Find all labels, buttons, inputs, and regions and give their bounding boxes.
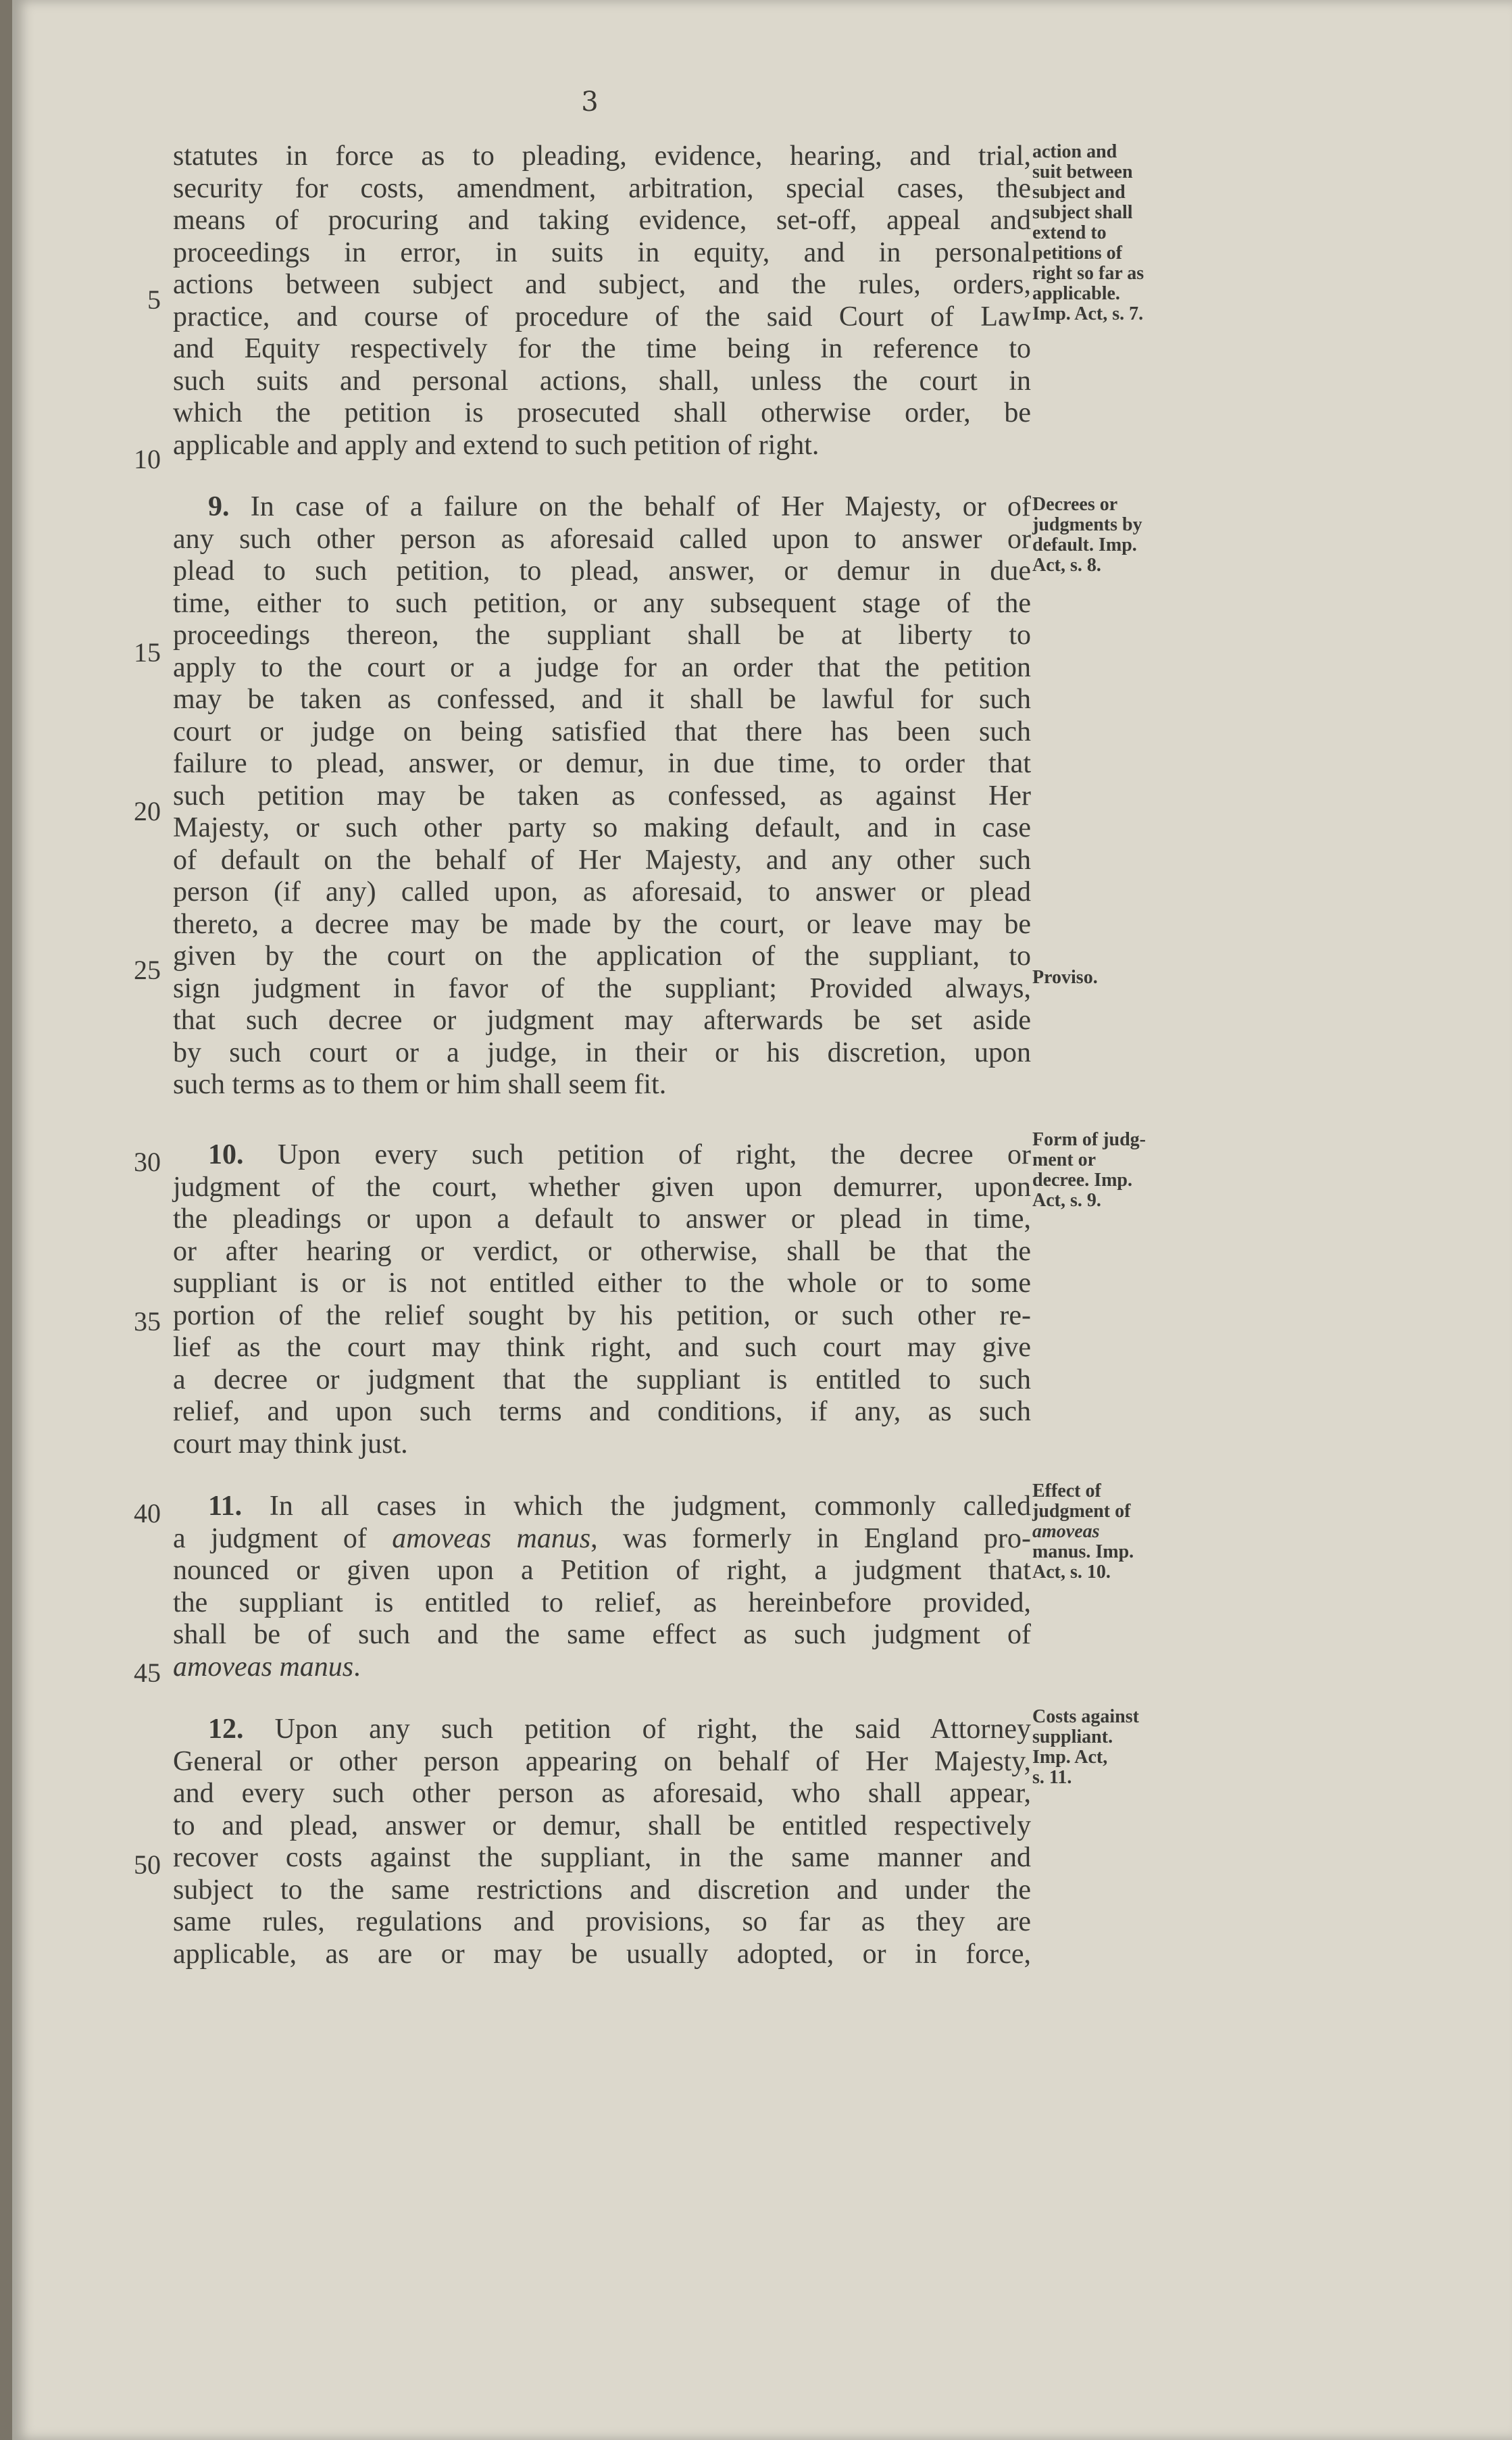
text-line: given by the court on the application of the suppliant, to (173, 941, 1031, 972)
text-line: a judgment of amoveas manus, was formerly in England pro- (173, 1522, 1031, 1554)
margin-note-line: decree. Imp. (1032, 1170, 1132, 1191)
margin-note-line: Imp. Act, (1032, 1747, 1108, 1768)
margin-note-line: s. 11. (1032, 1767, 1072, 1788)
line-number-45: 45 (134, 1658, 161, 1688)
margin-note-line: Imp. Act, s. 7. (1032, 303, 1144, 324)
margin-note-line: judgments by (1032, 514, 1142, 535)
text-line: any such other person as aforesaid called upon to answer or (173, 523, 1031, 555)
text-line: thereto, a decree may be made by the court, or leave may be (173, 908, 1031, 940)
margin-note-line: Effect of (1032, 1480, 1101, 1501)
margin-note-line: amoveas (1032, 1521, 1100, 1542)
text-line: actions between subject and subject, and the rules, orders, (173, 269, 1031, 300)
text-line: statutes in force as to pleading, evidence, hearing, and trial, (173, 141, 1031, 172)
text-line: shall be of such and the same effect as such judgment of (173, 1619, 1031, 1650)
margin-note-section-12 (1032, 1707, 1194, 1788)
section-first-line: Upon any such petition of right, the said Attorney (274, 1714, 1031, 1745)
margin-note-line: Act, s. 9. (1032, 1190, 1101, 1211)
text-line: may be taken as confessed, and it shall be lawful for such (173, 684, 1031, 715)
text-line: security for costs, amendment, arbitration, special cases, the (173, 172, 1031, 204)
margin-note-line: Proviso. (1032, 967, 1098, 988)
margin-note-line: judgment of (1032, 1501, 1131, 1522)
text-line: and every such other person as aforesaid, who shall appear, (173, 1778, 1031, 1809)
text-line: recover costs against the suppliant, in the same manner and (173, 1842, 1031, 1873)
section-12 (173, 1714, 1031, 1970)
text-line: by such court or a judge, in their or his discretion, upon (173, 1037, 1031, 1068)
text-line: judgment of the court, whether given upon demurrer, upon (173, 1171, 1031, 1203)
text-line: portion of the relief sought by his petition, or such other re- (173, 1299, 1031, 1331)
text-line: court or judge on being satisfied that there has been such (173, 716, 1031, 747)
section-number: 10. (208, 1139, 244, 1170)
text-line: such petition may be taken as confessed, as against Her (173, 780, 1031, 812)
text-line: of default on the behalf of Her Majesty, and any other such (173, 844, 1031, 876)
section-10 (173, 1139, 1031, 1460)
continuation-paragraph (173, 141, 1031, 462)
section-number: 11. (208, 1491, 243, 1522)
line-number-35: 35 (134, 1306, 161, 1337)
text-line: the suppliant is entitled to relief, as hereinbefore provided, (173, 1587, 1031, 1618)
page-number: 3 (581, 86, 599, 118)
text-line: General or other person appearing on behalf of Her Majesty, (173, 1745, 1031, 1777)
text-line: which the petition is prosecuted shall otherwise order, be (173, 397, 1031, 428)
text-line (173, 1139, 1031, 1172)
section-first-line: Upon every such petition of right, the decree or (277, 1139, 1031, 1170)
section-first-line: In all cases in which the judgment, commonly called (269, 1491, 1032, 1522)
line-number-40: 40 (134, 1498, 161, 1528)
text-line: nounced or given upon a Petition of right, a judgment that (173, 1555, 1031, 1586)
margin-note-line: Form of judg- (1032, 1129, 1146, 1150)
line-number-15: 15 (134, 637, 161, 668)
italic-phrase: amoveas manus (392, 1522, 591, 1554)
line-number-20: 20 (134, 796, 161, 826)
section-number: 12. (208, 1714, 244, 1745)
margin-note-section-9 (1032, 495, 1194, 576)
text-line: and Equity respectively for the time being in reference to (173, 333, 1031, 364)
text-line: subject to the same restrictions and discretion and under the (173, 1874, 1031, 1906)
margin-note-proviso (1032, 968, 1194, 988)
margin-note-line: subject shall (1032, 202, 1133, 223)
section-9 (173, 491, 1031, 1101)
margin-note-line: default. Imp. (1032, 534, 1137, 555)
text-line: to and plead, answer or demur, shall be entitled respectively (173, 1810, 1031, 1841)
margin-note-line: Costs against (1032, 1706, 1139, 1727)
text-line: proceedings thereon, the suppliant shall be at liberty to (173, 620, 1031, 651)
document-page (12, 0, 1512, 2440)
text-line: a decree or judgment that the suppliant is entitled to such (173, 1364, 1031, 1395)
text-line: the pleadings or upon a default to answer or plead in time, (173, 1203, 1031, 1235)
margin-note-continuation (1032, 142, 1194, 324)
text-line (173, 1491, 1031, 1523)
text-line: practice, and course of procedure of the said Court of Law (173, 301, 1031, 332)
text-line: relief, and upon such terms and conditions, if any, as such (173, 1396, 1031, 1427)
margin-note-line: suit between (1032, 161, 1133, 182)
text-line: same rules, regulations and provisions, so far as they are (173, 1906, 1031, 1937)
text-line: sign judgment in favor of the suppliant; Provided always, (173, 972, 1031, 1004)
margin-note-section-11 (1032, 1481, 1194, 1583)
text-line: plead to such petition, to plead, answer, or demur in due (173, 555, 1031, 587)
section-11 (173, 1491, 1031, 1683)
margin-note-line: Decrees or (1032, 494, 1118, 515)
margin-note-line: applicable. (1032, 283, 1120, 304)
text-line: means of procuring and taking evidence, set-off, appeal and (173, 205, 1031, 236)
text-line (173, 1714, 1031, 1746)
margin-note-line: suppliant. (1032, 1726, 1113, 1747)
margin-note-line: subject and (1032, 182, 1126, 203)
line-number-25: 25 (134, 955, 161, 985)
margin-note-line: right so far as (1032, 263, 1144, 284)
text-line (173, 491, 1031, 524)
text-line: such suits and personal actions, shall, unless the court in (173, 365, 1031, 397)
text-line: such terms as to them or him shall seem fit. (173, 1069, 667, 1100)
text-line: time, either to such petition, or any subsequent stage of the (173, 587, 1031, 619)
margin-note-line: Act, s. 10. (1032, 1562, 1111, 1583)
text-line: Majesty, or such other party so making default, and in case (173, 812, 1031, 843)
text-line: or after hearing or verdict, or otherwise, shall be that the (173, 1235, 1031, 1267)
text-line: failure to plead, answer, or demur, in due time, to order that (173, 748, 1031, 779)
text-line: lief as the court may think right, and such court may give (173, 1332, 1031, 1363)
text-line: person (if any) called upon, as aforesaid, to answer or plead (173, 876, 1031, 907)
margin-note-line: extend to (1032, 222, 1107, 243)
text-line: suppliant is or is not entitled either to the whole or to some (173, 1268, 1031, 1299)
margin-note-line: manus. Imp. (1032, 1541, 1134, 1562)
text-line: court may think just. (173, 1428, 408, 1460)
margin-note-section-10 (1032, 1130, 1194, 1211)
margin-note-line: petitions of (1032, 243, 1122, 264)
section-first-line: In case of a failure on the behalf of Her Majesty, or of (250, 491, 1032, 522)
line-number-50: 50 (134, 1849, 161, 1880)
text-line: apply to the court or a judge for an order that the petition (173, 651, 1031, 683)
text-line: applicable, as are or may be usually adopted, or in force, (173, 1938, 1031, 1970)
line-number-30: 30 (134, 1147, 161, 1177)
margin-note-line: action and (1032, 141, 1117, 162)
line-number-5: 5 (147, 284, 161, 315)
text-line: proceedings in error, in suits in equity, and in personal (173, 236, 1031, 268)
line-number-10: 10 (134, 444, 161, 474)
text-line: that such decree or judgment may afterwards be set aside (173, 1005, 1031, 1036)
text-line: applicable and apply and extend to such petition of right. (173, 429, 820, 461)
italic-phrase: amoveas manus (173, 1651, 354, 1683)
margin-note-line: Act, s. 8. (1032, 555, 1101, 576)
text-line: amoveas manus. (173, 1651, 361, 1683)
section-number: 9. (208, 491, 230, 522)
margin-note-line: ment or (1032, 1149, 1097, 1170)
